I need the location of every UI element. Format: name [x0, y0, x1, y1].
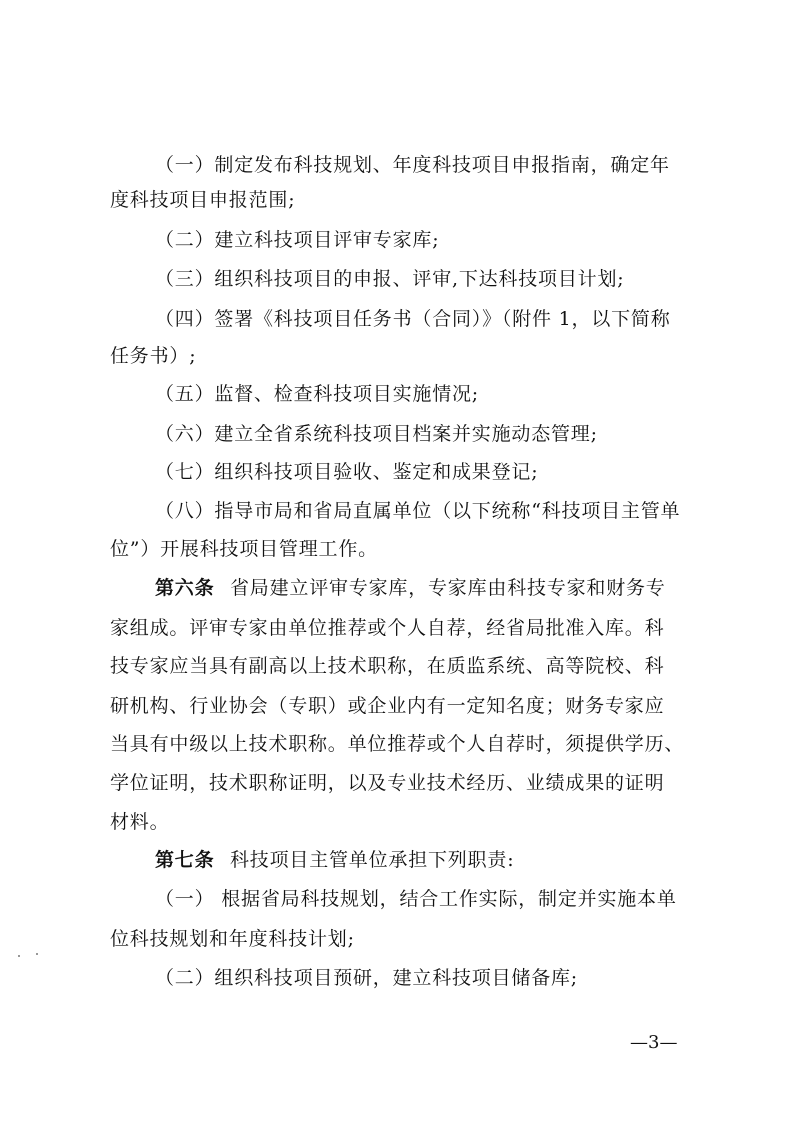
page-number: —3—: [630, 1032, 678, 1053]
line-text: 位科技规划和年度科技计划;: [110, 928, 355, 950]
line-text: （七）组织科技项目验收、鉴定和成果登记;: [155, 461, 539, 483]
line-text: 技专家应当具有副高以上技术职称，在质监系统、高等院校、科: [110, 655, 665, 677]
line-text: （四）签署《科技项目任务书（合同）》（附件 1，以下简称: [155, 308, 671, 330]
scan-speck: [18, 955, 20, 957]
line-text: 度科技项目申报范围;: [110, 189, 296, 211]
line-text: （一）制定发布科技规划、年度科技项目申报指南，确定年: [155, 154, 670, 176]
article-heading: 第七条: [155, 849, 215, 871]
line-text: 研机构、行业协会（专职）或企业内有一定知名度；财务专家应: [110, 695, 665, 717]
line-text: 任务书）;: [110, 345, 197, 367]
line-text: 学位证明，技术职称证明，以及专业技术经历、业绩成果的证明: [110, 772, 665, 794]
line-text: （五）监督、检查科技项目实施情况;: [155, 383, 480, 405]
line-text: （二）建立科技项目评审专家库;: [155, 229, 440, 251]
line-text: 家组成。评审专家由单位推荐或个人自荐，经省局批准入库。科: [110, 617, 665, 639]
article-heading: 第六条: [155, 577, 215, 599]
line-text: 位”）开展科技项目管理工作。: [110, 538, 378, 560]
scan-speck: [36, 953, 38, 955]
line-text: 材料。: [110, 811, 170, 833]
line-text: （二）组织科技项目预研，建立科技项目储备库;: [155, 967, 579, 989]
line-text: 当具有中级以上技术职称。单位推荐或个人自荐时，须提供学历、: [110, 733, 685, 755]
line-text: （三）组织科技项目的申报、评审,下达科技项目计划;: [155, 268, 625, 290]
line-text: 科技项目主管单位承担下列职责:: [230, 849, 515, 871]
line-text: （六）建立全省系统科技项目档案并实施动态管理;: [155, 423, 598, 445]
line-text: （八）指导市局和省局直属单位（以下统称“科技项目主管单: [155, 500, 681, 522]
line-text: （一） 根据省局科技规划，结合工作实际，制定并实施本单: [155, 888, 677, 910]
line-text: 省局建立评审专家库，专家库由科技专家和财务专: [230, 577, 666, 599]
